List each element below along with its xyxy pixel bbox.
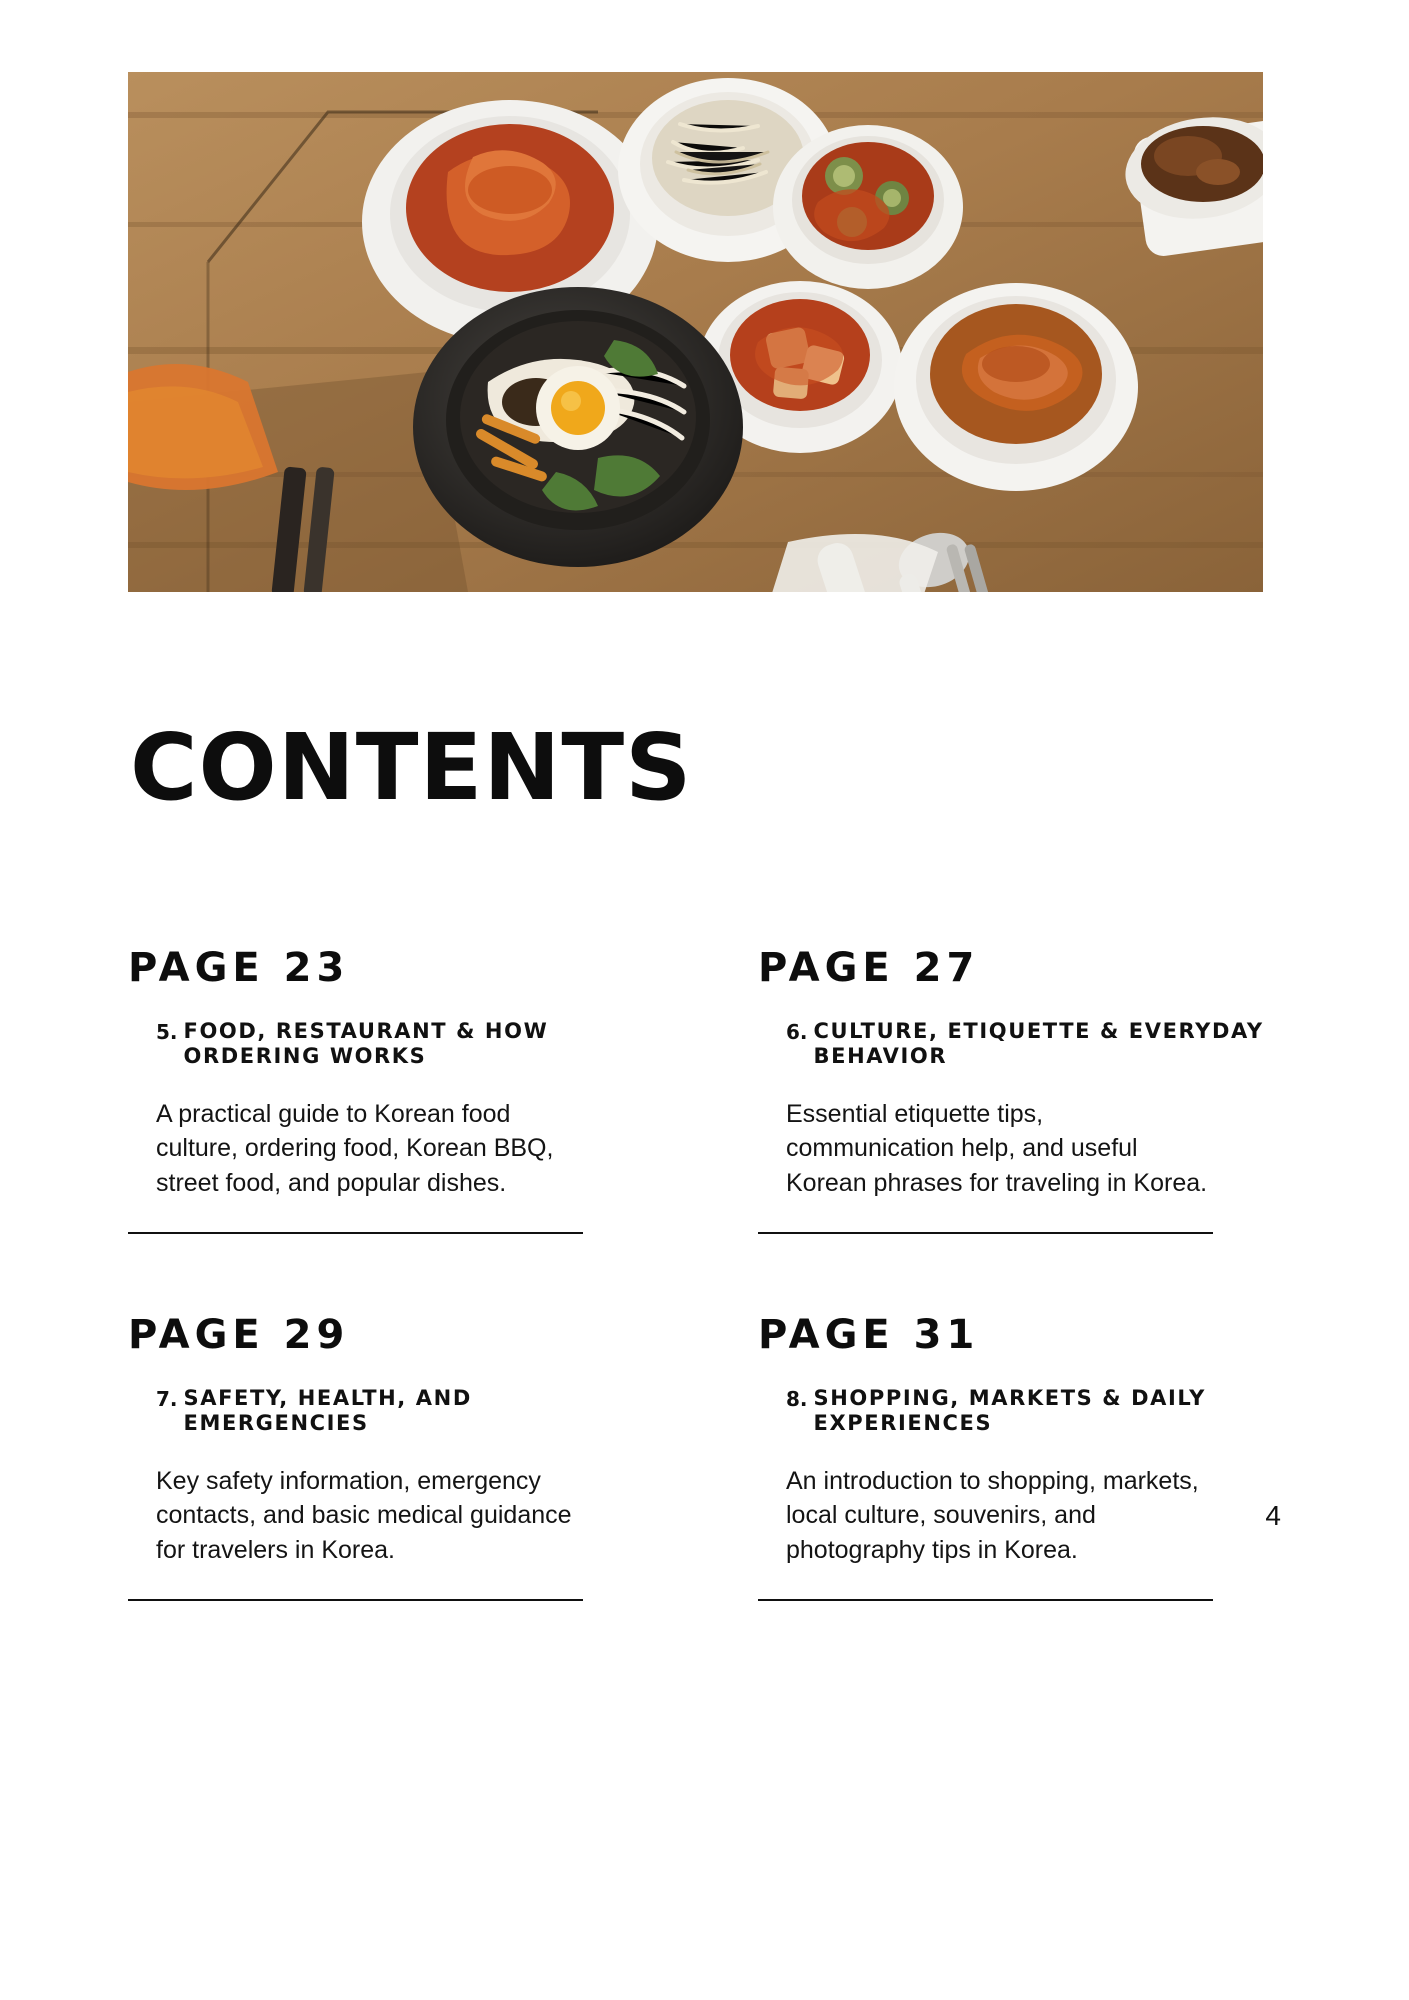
entry-number: 7. [156, 1387, 178, 1412]
entry-number: 5. [156, 1020, 178, 1044]
contents-grid [128, 945, 1268, 1601]
page-label: PAGE 27 [758, 945, 980, 991]
page-label: PAGE 31 [758, 1312, 980, 1359]
entry-description: An introduction to shopping, markets, local culture, souvenirs, and photography tips in Korea. [786, 1466, 1199, 1564]
entry-description: Essential etiquette tips, communication help, and useful Korean phrases for traveling in Korea. [786, 1099, 1208, 1197]
page-title: CONTENTS [130, 714, 693, 821]
page-label: PAGE 29 [128, 1312, 350, 1359]
entry-heading-row [758, 1386, 1268, 1436]
entry-heading-row [128, 1019, 638, 1069]
korean-food-illustration [128, 72, 1263, 592]
entry-divider [128, 1599, 583, 1601]
page-label: PAGE 23 [128, 945, 350, 991]
entry-heading: SAFETY, HEALTH, AND EMERGENCIES [183, 1386, 472, 1435]
hero-image [128, 72, 1263, 592]
entry-number: 6. [786, 1020, 808, 1044]
contents-entry-7[interactable] [128, 1234, 638, 1601]
entry-heading: CULTURE, ETIQUETTE & EVERYDAY BEHAVIOR [813, 1019, 1264, 1068]
entry-description: Key safety information, emergency contacts, and basic medical guidance for travelers in Korea. [156, 1466, 572, 1564]
entry-heading: SHOPPING, MARKETS & DAILY EXPERIENCES [813, 1386, 1206, 1435]
contents-entry-8[interactable] [758, 1234, 1268, 1601]
page-number: 4 [1265, 1500, 1281, 1531]
entry-description: A practical guide to Korean food culture, ordering food, Korean BBQ, street food, and popular dishes. [156, 1099, 554, 1197]
contents-entry-5[interactable] [128, 945, 638, 1234]
entry-heading: FOOD, RESTAURANT & HOW ORDERING WORKS [183, 1019, 549, 1068]
entry-heading-row [758, 1019, 1268, 1069]
entry-heading-row [128, 1386, 638, 1436]
entry-number: 8. [786, 1387, 808, 1412]
entry-divider [758, 1599, 1213, 1601]
contents-entry-6[interactable] [758, 945, 1268, 1234]
